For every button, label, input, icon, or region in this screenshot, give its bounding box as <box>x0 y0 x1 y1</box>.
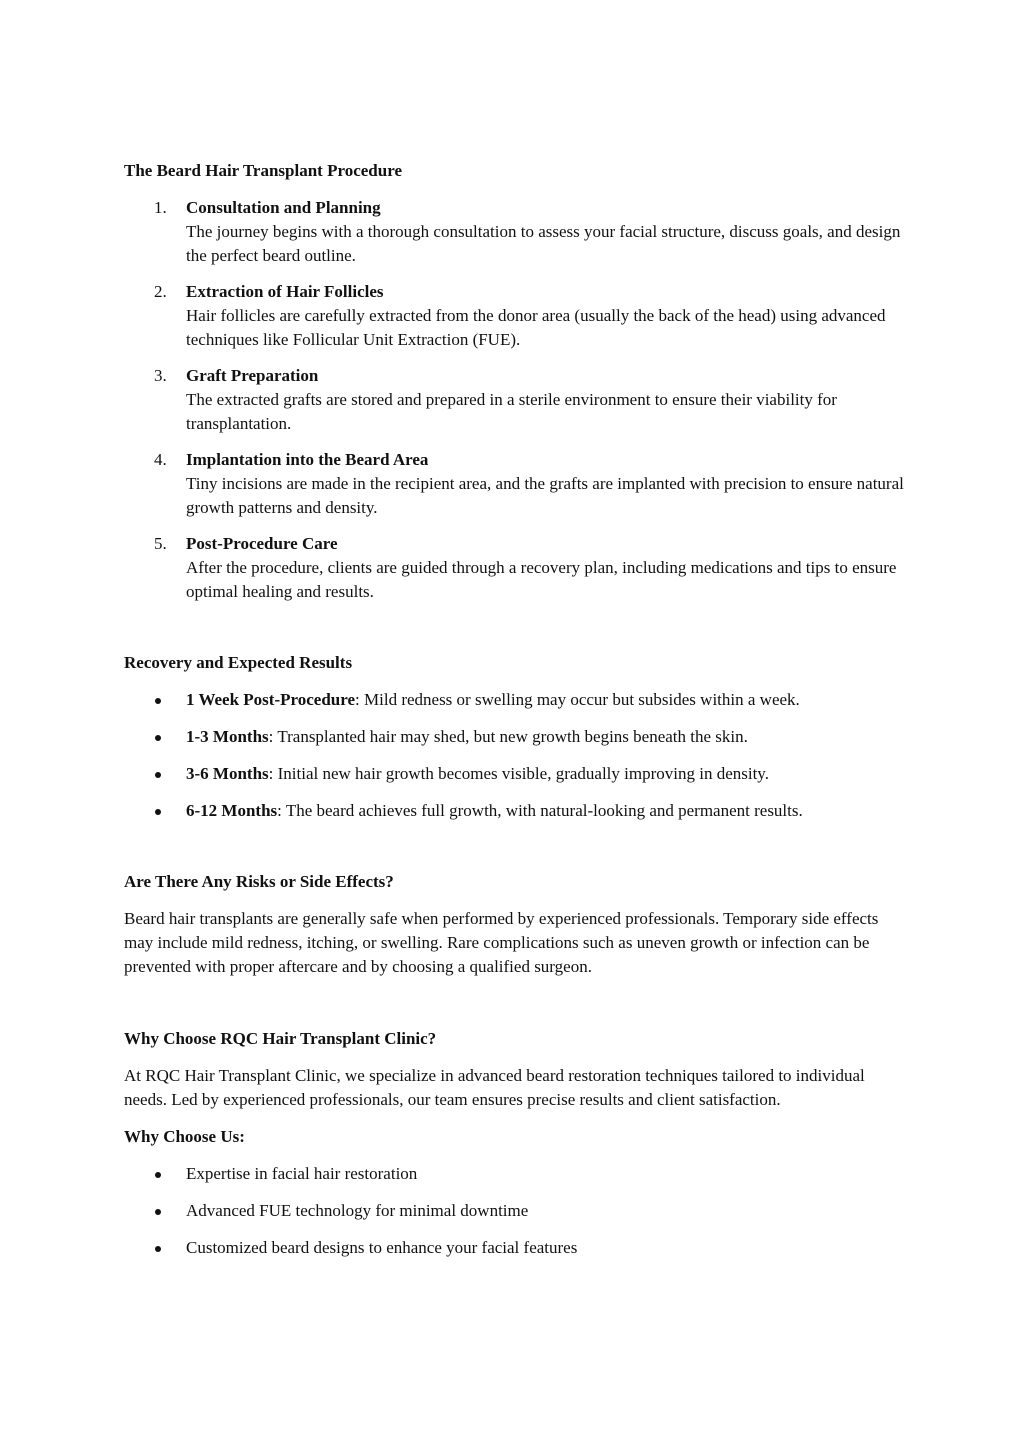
why-choose-item-text: Advanced FUE technology for minimal downtime <box>186 1201 529 1220</box>
why-choose-item <box>124 1199 904 1223</box>
risks-section <box>124 870 904 979</box>
why-choose-item-text: Customized beard designs to enhance your facial features <box>186 1238 578 1257</box>
recovery-item-text: : Transplanted hair may shed, but new growth begins beneath the skin. <box>268 727 748 746</box>
procedure-step <box>124 364 904 436</box>
recovery-item-label: 1 Week Post-Procedure <box>186 690 356 709</box>
step-description: After the procedure, clients are guided through a recovery plan, including medications and tips to ensure optimal healing and results. <box>186 558 897 601</box>
bullet-icon <box>155 772 161 778</box>
procedure-heading: The Beard Hair Transplant Procedure <box>124 161 402 180</box>
why-choose-item <box>124 1236 904 1260</box>
procedure-step <box>124 532 904 604</box>
why-choose-heading: Why Choose RQC Hair Transplant Clinic? <box>124 1029 437 1048</box>
why-choose-section <box>124 1027 904 1260</box>
bullet-icon <box>155 809 161 815</box>
recovery-item-label: 1-3 Months <box>186 727 269 746</box>
recovery-item <box>124 799 904 823</box>
step-title: Consultation and Planning <box>186 198 381 217</box>
step-number: 2. <box>154 282 167 301</box>
risks-paragraph: Beard hair transplants are generally safe when performed by experienced professionals. Temporary side effects may include mild redness, itching, or swelling. Rare complications such as uneven growth or infection can be prevented with proper aftercare and by choosing a qualified surgeon. <box>124 909 879 976</box>
recovery-item <box>124 762 904 786</box>
why-choose-item <box>124 1162 904 1186</box>
recovery-section <box>124 651 904 823</box>
recovery-item-text: : Initial new hair growth becomes visible, gradually improving in density. <box>268 764 769 783</box>
recovery-item-label: 6-12 Months <box>186 801 278 820</box>
bullet-icon <box>155 735 161 741</box>
step-number: 4. <box>154 450 167 469</box>
document-page <box>124 159 904 1273</box>
bullet-icon <box>155 1209 161 1215</box>
step-description: The journey begins with a thorough consultation to assess your facial structure, discuss goals, and design the perfect beard outline. <box>186 222 901 265</box>
step-description: The extracted grafts are stored and prepared in a sterile environment to ensure their viability for transplantation. <box>186 390 837 433</box>
recovery-item <box>124 688 904 712</box>
procedure-steps-list <box>124 196 904 604</box>
step-title: Extraction of Hair Follicles <box>186 282 384 301</box>
recovery-heading: Recovery and Expected Results <box>124 653 353 672</box>
step-description: Hair follicles are carefully extracted from the donor area (usually the back of the head) using advanced techniques like Follicular Unit Extraction (FUE). <box>186 306 886 349</box>
step-number: 1. <box>154 198 167 217</box>
bullet-icon <box>155 698 161 704</box>
why-choose-item-text: Expertise in facial hair restoration <box>186 1164 418 1183</box>
step-title: Graft Preparation <box>186 366 319 385</box>
recovery-item-label: 3-6 Months <box>186 764 269 783</box>
procedure-section <box>124 159 904 604</box>
procedure-step <box>124 196 904 268</box>
recovery-item-text: : Mild redness or swelling may occur but subsides within a week. <box>355 690 800 709</box>
procedure-step <box>124 448 904 520</box>
step-description: Tiny incisions are made in the recipient area, and the grafts are implanted with precision to ensure natural growth patterns and density. <box>186 474 904 517</box>
why-choose-paragraph: At RQC Hair Transplant Clinic, we specialize in advanced beard restoration techniques tailored to individual needs. Led by experienced professionals, our team ensures precise results and client satisfaction. <box>124 1066 865 1109</box>
step-title: Post-Procedure Care <box>186 534 338 553</box>
recovery-list <box>124 688 904 823</box>
risks-heading: Are There Any Risks or Side Effects? <box>124 872 394 891</box>
step-title: Implantation into the Beard Area <box>186 450 429 469</box>
bullet-icon <box>155 1172 161 1178</box>
recovery-item-text: : The beard achieves full growth, with natural-looking and permanent results. <box>277 801 803 820</box>
step-number: 5. <box>154 534 167 553</box>
step-number: 3. <box>154 366 167 385</box>
bullet-icon <box>155 1246 161 1252</box>
procedure-step <box>124 280 904 352</box>
why-choose-us-subheading: Why Choose Us: <box>124 1127 245 1146</box>
why-choose-list <box>124 1162 904 1260</box>
recovery-item <box>124 725 904 749</box>
